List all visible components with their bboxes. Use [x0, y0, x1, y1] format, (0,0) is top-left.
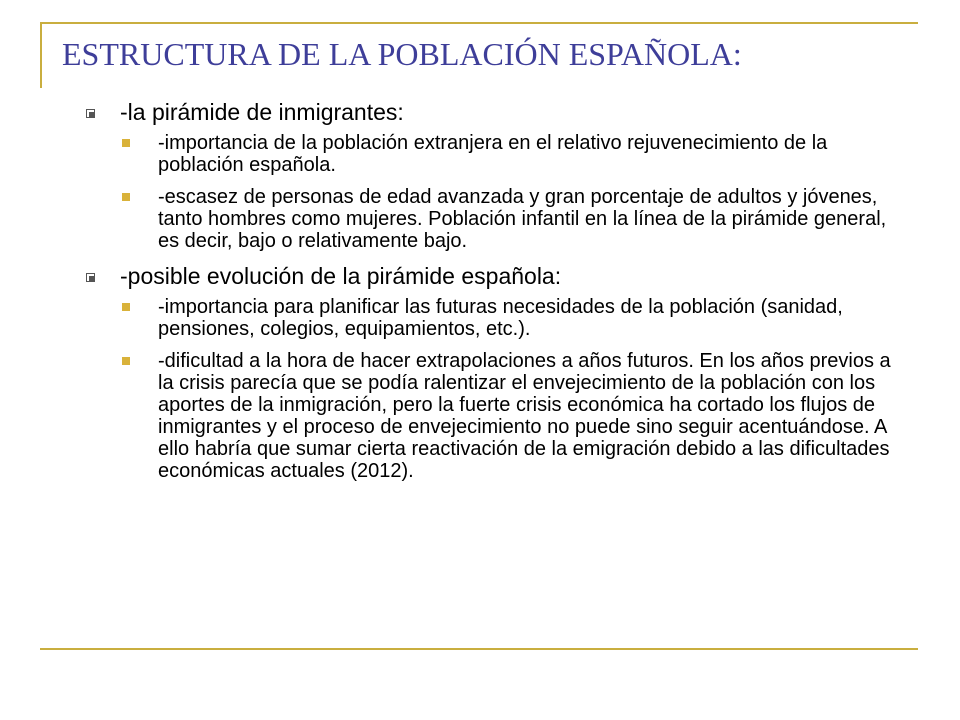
slide-content — [80, 92, 910, 492]
square-bullet-icon — [122, 139, 130, 147]
checkbox-bullet-icon — [86, 273, 95, 282]
frame-bottom-line — [40, 648, 918, 650]
list-item-text: -escasez de personas de edad avanzada y gran porcentaje de adultos y jóvenes, tanto hombres como mujeres. Población infantil en la línea de la pirámide general, es decir, bajo o relativamente bajo. — [158, 186, 887, 252]
section-1-items — [80, 132, 910, 252]
frame-top-line — [40, 22, 918, 24]
square-bullet-icon — [122, 357, 130, 365]
list-item — [80, 296, 910, 340]
square-bullet-icon — [122, 303, 130, 311]
list-item-text: -dificultad a la hora de hacer extrapolaciones a años futuros. En los años previos a la crisis parecía que se podía ralentizar el envejecimiento de la población con los aportes de la inmigración, pero la fuerte crisis económica ha cortado los flujos de inmigrantes y el proceso de envejecimiento no puede sino seguir acentuándose. A ello habría que sumar cierta reactivación de la emigración debido a las dificultades económicas actuales (2012). — [158, 350, 891, 482]
list-item — [80, 132, 910, 176]
section-1-heading-text: -la pirámide de inmigrantes: — [120, 99, 404, 125]
section-2-heading-text: -posible evolución de la pirámide española: — [120, 263, 562, 289]
list-item-text: -importancia de la población extranjera en el relativo rejuvenecimiento de la población española. — [158, 132, 828, 176]
checkbox-bullet-icon — [86, 109, 95, 118]
section-2-heading — [80, 262, 910, 290]
list-item — [80, 350, 910, 482]
slide-title: ESTRUCTURA DE LA POBLACIÓN ESPAÑOLA: — [62, 36, 742, 72]
square-bullet-icon — [122, 193, 130, 201]
frame-left-line — [40, 22, 42, 88]
list-item-text: -importancia para planificar las futuras necesidades de la población (sanidad, pensiones, colegios, equipamientos, etc.). — [158, 296, 843, 340]
section-2-items — [80, 296, 910, 482]
section-1-heading — [80, 98, 910, 126]
list-item — [80, 186, 910, 252]
